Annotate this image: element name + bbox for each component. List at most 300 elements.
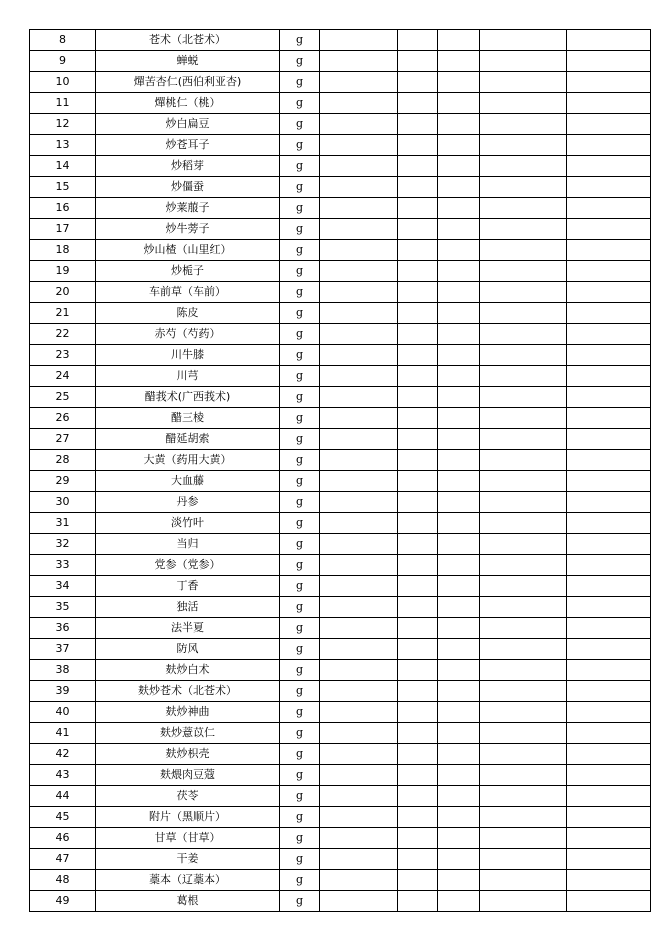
empty-cell [320,408,398,429]
row-number: 27 [30,429,96,450]
table-row [30,135,651,156]
empty-cell [320,660,398,681]
unit-cell: g [280,156,320,177]
empty-cell [398,891,438,912]
empty-cell [480,471,567,492]
empty-cell [480,93,567,114]
empty-cell [438,765,480,786]
herb-name: 炒僵蚕 [96,177,280,198]
empty-cell [567,744,651,765]
empty-cell [320,51,398,72]
unit-cell: g [280,534,320,555]
row-number: 24 [30,366,96,387]
row-number: 13 [30,135,96,156]
empty-cell [320,849,398,870]
empty-cell [320,513,398,534]
empty-cell [480,681,567,702]
unit-cell: g [280,891,320,912]
empty-cell [480,324,567,345]
empty-cell [567,30,651,51]
unit-cell: g [280,408,320,429]
empty-cell [567,681,651,702]
row-number: 22 [30,324,96,345]
empty-cell [438,597,480,618]
unit-cell: g [280,618,320,639]
empty-cell [480,555,567,576]
unit-cell: g [280,303,320,324]
row-number: 37 [30,639,96,660]
unit-cell: g [280,513,320,534]
herb-name: 防风 [96,639,280,660]
row-number: 33 [30,555,96,576]
empty-cell [398,660,438,681]
empty-cell [480,387,567,408]
empty-cell [438,93,480,114]
empty-cell [320,93,398,114]
empty-cell [480,408,567,429]
empty-cell [438,261,480,282]
empty-cell [398,534,438,555]
row-number: 12 [30,114,96,135]
empty-cell [398,450,438,471]
empty-cell [320,744,398,765]
empty-cell [398,72,438,93]
empty-cell [567,387,651,408]
herb-name: 丁香 [96,576,280,597]
herb-name: 醋延胡索 [96,429,280,450]
herb-name: 炒栀子 [96,261,280,282]
empty-cell [320,177,398,198]
unit-cell: g [280,723,320,744]
empty-cell [438,681,480,702]
unit-cell: g [280,849,320,870]
empty-cell [320,114,398,135]
table-row [30,366,651,387]
herb-name: 蝉蜕 [96,51,280,72]
empty-cell [398,387,438,408]
table-row [30,471,651,492]
empty-cell [480,429,567,450]
empty-cell [480,534,567,555]
empty-cell [398,870,438,891]
empty-cell [398,303,438,324]
empty-cell [438,135,480,156]
empty-cell [438,219,480,240]
empty-cell [320,240,398,261]
empty-cell [320,618,398,639]
herb-name: 葛根 [96,891,280,912]
table-row [30,429,651,450]
empty-cell [438,366,480,387]
empty-cell [438,828,480,849]
unit-cell: g [280,219,320,240]
empty-cell [398,156,438,177]
empty-cell [320,219,398,240]
empty-cell [567,198,651,219]
empty-cell [480,576,567,597]
table-row [30,513,651,534]
empty-cell [398,93,438,114]
empty-cell [567,702,651,723]
empty-cell [567,807,651,828]
empty-cell [398,324,438,345]
herb-name: 淡竹叶 [96,513,280,534]
row-number: 49 [30,891,96,912]
empty-cell [398,723,438,744]
empty-cell [567,597,651,618]
table-row [30,534,651,555]
empty-cell [398,429,438,450]
table-row [30,723,651,744]
table-row [30,492,651,513]
empty-cell [480,135,567,156]
empty-cell [567,849,651,870]
unit-cell: g [280,639,320,660]
empty-cell [567,345,651,366]
empty-cell [567,93,651,114]
herb-name: 燀苦杏仁(西伯利亚杏) [96,72,280,93]
table-row [30,93,651,114]
empty-cell [480,345,567,366]
table-row [30,849,651,870]
row-number: 46 [30,828,96,849]
herb-name: 当归 [96,534,280,555]
empty-cell [480,702,567,723]
empty-cell [320,387,398,408]
empty-cell [438,702,480,723]
empty-cell [480,30,567,51]
empty-cell [480,72,567,93]
table-row [30,219,651,240]
table-row [30,828,651,849]
unit-cell: g [280,387,320,408]
herb-name: 炒稻芽 [96,156,280,177]
empty-cell [438,345,480,366]
empty-cell [480,219,567,240]
empty-cell [398,681,438,702]
herb-name: 车前草（车前） [96,282,280,303]
row-number: 21 [30,303,96,324]
herb-name: 川牛膝 [96,345,280,366]
empty-cell [398,408,438,429]
empty-cell [480,849,567,870]
empty-cell [567,114,651,135]
empty-cell [480,870,567,891]
row-number: 45 [30,807,96,828]
empty-cell [398,639,438,660]
row-number: 40 [30,702,96,723]
empty-cell [567,240,651,261]
herb-name: 麸炒枳壳 [96,744,280,765]
empty-cell [438,723,480,744]
row-number: 28 [30,450,96,471]
row-number: 29 [30,471,96,492]
empty-cell [438,744,480,765]
herb-name: 大黄（药用大黄） [96,450,280,471]
empty-cell [398,597,438,618]
table-row [30,807,651,828]
empty-cell [320,492,398,513]
empty-cell [480,639,567,660]
table-body [30,30,651,912]
empty-cell [320,681,398,702]
empty-cell [567,828,651,849]
empty-cell [567,135,651,156]
unit-cell: g [280,555,320,576]
empty-cell [320,639,398,660]
row-number: 23 [30,345,96,366]
empty-cell [438,72,480,93]
table-row [30,891,651,912]
empty-cell [480,807,567,828]
empty-cell [320,345,398,366]
row-number: 25 [30,387,96,408]
unit-cell: g [280,807,320,828]
empty-cell [567,471,651,492]
empty-cell [567,891,651,912]
empty-cell [438,114,480,135]
table-row [30,744,651,765]
empty-cell [438,891,480,912]
row-number: 48 [30,870,96,891]
unit-cell: g [280,135,320,156]
empty-cell [398,114,438,135]
empty-cell [398,702,438,723]
empty-cell [320,555,398,576]
table-row [30,408,651,429]
empty-cell [398,366,438,387]
unit-cell: g [280,744,320,765]
empty-cell [438,513,480,534]
empty-cell [438,408,480,429]
empty-cell [320,828,398,849]
table-row [30,240,651,261]
empty-cell [438,387,480,408]
empty-cell [480,513,567,534]
empty-cell [320,891,398,912]
unit-cell: g [280,30,320,51]
empty-cell [567,324,651,345]
table-row [30,660,651,681]
herb-name: 炒白扁豆 [96,114,280,135]
empty-cell [320,366,398,387]
empty-cell [480,240,567,261]
empty-cell [567,618,651,639]
table-row [30,345,651,366]
row-number: 9 [30,51,96,72]
table-row [30,639,651,660]
herb-name: 藁本（辽藁本） [96,870,280,891]
herb-name: 麸炒白术 [96,660,280,681]
empty-cell [320,30,398,51]
table-row [30,177,651,198]
empty-cell [480,723,567,744]
empty-cell [398,345,438,366]
herb-name: 独活 [96,597,280,618]
empty-cell [320,303,398,324]
unit-cell: g [280,429,320,450]
empty-cell [398,513,438,534]
empty-cell [398,618,438,639]
empty-cell [398,282,438,303]
herb-name: 醋莪术(广西莪术) [96,387,280,408]
empty-cell [567,429,651,450]
table-row [30,597,651,618]
empty-cell [398,177,438,198]
empty-cell [438,156,480,177]
herb-name: 茯苓 [96,786,280,807]
table-row [30,870,651,891]
empty-cell [320,135,398,156]
empty-cell [567,450,651,471]
empty-cell [320,450,398,471]
herb-name: 苍术（北苍术） [96,30,280,51]
empty-cell [398,786,438,807]
empty-cell [438,324,480,345]
empty-cell [398,765,438,786]
empty-cell [438,576,480,597]
empty-cell [320,261,398,282]
row-number: 32 [30,534,96,555]
unit-cell: g [280,177,320,198]
herb-name: 赤芍（芍药） [96,324,280,345]
herb-name: 炒苍耳子 [96,135,280,156]
table-row [30,114,651,135]
unit-cell: g [280,366,320,387]
row-number: 34 [30,576,96,597]
herb-name: 法半夏 [96,618,280,639]
herb-name: 麸炒神曲 [96,702,280,723]
empty-cell [320,471,398,492]
herb-name: 干姜 [96,849,280,870]
herb-name: 丹参 [96,492,280,513]
herb-table [29,29,651,912]
table-row [30,387,651,408]
empty-cell [480,51,567,72]
empty-cell [438,429,480,450]
empty-cell [438,786,480,807]
table-row [30,72,651,93]
empty-cell [438,807,480,828]
unit-cell: g [280,324,320,345]
unit-cell: g [280,681,320,702]
unit-cell: g [280,114,320,135]
table-row [30,324,651,345]
unit-cell: g [280,870,320,891]
unit-cell: g [280,786,320,807]
empty-cell [438,51,480,72]
empty-cell [480,303,567,324]
empty-cell [320,282,398,303]
unit-cell: g [280,93,320,114]
row-number: 42 [30,744,96,765]
empty-cell [398,219,438,240]
empty-cell [398,576,438,597]
empty-cell [320,597,398,618]
herb-name: 大血藤 [96,471,280,492]
empty-cell [480,177,567,198]
table-row [30,576,651,597]
empty-cell [398,240,438,261]
empty-cell [398,30,438,51]
herb-name: 川芎 [96,366,280,387]
empty-cell [480,786,567,807]
empty-cell [567,177,651,198]
empty-cell [567,303,651,324]
empty-cell [567,408,651,429]
empty-cell [567,534,651,555]
empty-cell [480,660,567,681]
herb-name: 醋三棱 [96,408,280,429]
empty-cell [320,156,398,177]
empty-cell [438,555,480,576]
unit-cell: g [280,597,320,618]
empty-cell [398,135,438,156]
row-number: 39 [30,681,96,702]
unit-cell: g [280,240,320,261]
herb-name: 麸煨肉豆蔻 [96,765,280,786]
unit-cell: g [280,702,320,723]
table-row [30,282,651,303]
row-number: 47 [30,849,96,870]
empty-cell [480,198,567,219]
empty-cell [438,870,480,891]
empty-cell [438,198,480,219]
empty-cell [480,891,567,912]
empty-cell [567,639,651,660]
empty-cell [438,240,480,261]
table-row [30,765,651,786]
empty-cell [438,177,480,198]
empty-cell [320,702,398,723]
empty-cell [567,723,651,744]
empty-cell [398,849,438,870]
empty-cell [567,555,651,576]
empty-cell [438,282,480,303]
empty-cell [320,807,398,828]
empty-cell [567,765,651,786]
empty-cell [480,114,567,135]
empty-cell [438,450,480,471]
row-number: 8 [30,30,96,51]
empty-cell [320,72,398,93]
herb-name: 陈皮 [96,303,280,324]
row-number: 35 [30,597,96,618]
table-row [30,198,651,219]
empty-cell [480,450,567,471]
empty-cell [320,723,398,744]
row-number: 18 [30,240,96,261]
empty-cell [320,870,398,891]
unit-cell: g [280,828,320,849]
row-number: 20 [30,282,96,303]
empty-cell [567,366,651,387]
empty-cell [398,744,438,765]
herb-name: 甘草（甘草） [96,828,280,849]
table-row [30,156,651,177]
row-number: 30 [30,492,96,513]
empty-cell [398,807,438,828]
unit-cell: g [280,261,320,282]
empty-cell [438,303,480,324]
empty-cell [438,30,480,51]
empty-cell [480,618,567,639]
unit-cell: g [280,345,320,366]
empty-cell [438,492,480,513]
empty-cell [567,660,651,681]
empty-cell [480,744,567,765]
row-number: 26 [30,408,96,429]
